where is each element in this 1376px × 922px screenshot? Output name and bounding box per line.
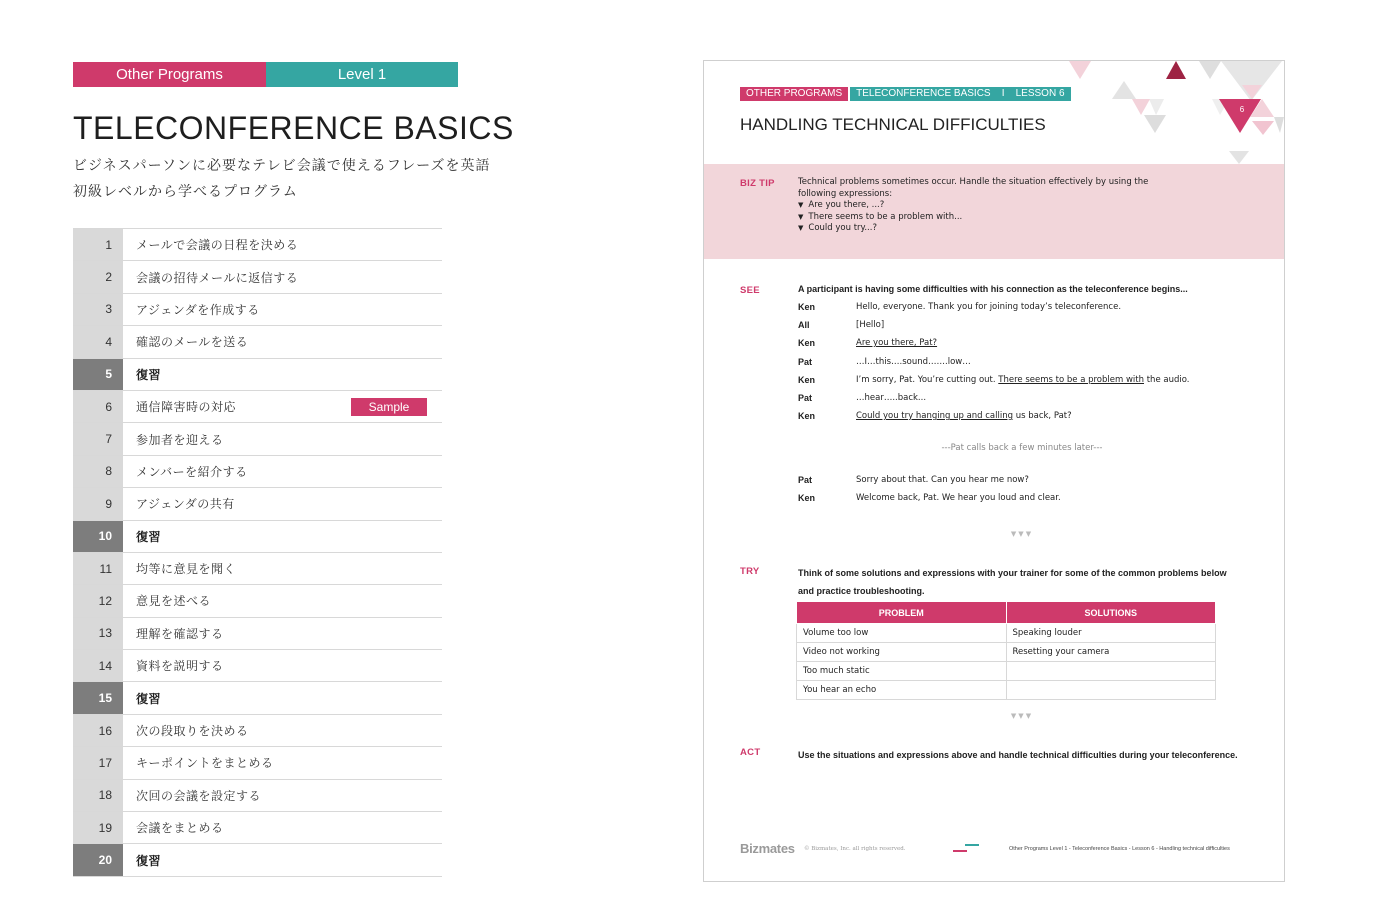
speaker: Ken	[798, 338, 816, 348]
biz-tip-label: BIZ TIP	[740, 178, 775, 189]
lesson-number: 2	[73, 261, 123, 292]
lesson-number: 19	[73, 812, 123, 843]
lesson-number: 1	[73, 229, 123, 260]
lesson-row-5[interactable]	[73, 359, 442, 391]
lesson-list	[73, 228, 442, 877]
lesson-title: アジェンダを作成する	[136, 302, 260, 317]
lesson-row-4[interactable]	[73, 326, 442, 358]
lesson-number: 3	[73, 294, 123, 325]
solution-cell	[1006, 681, 1216, 700]
lesson-row-9[interactable]	[73, 488, 442, 520]
course-title: TELECONFERENCE BASICS	[73, 110, 514, 146]
lesson-title: メールで会議の日程を決める	[136, 238, 299, 253]
biz-tip-bullet	[798, 212, 1218, 224]
try-label: TRY	[740, 566, 760, 577]
program-tags	[73, 62, 458, 87]
lesson-row-15[interactable]	[73, 682, 442, 714]
lesson-number: 9	[73, 488, 123, 519]
lesson-row-8[interactable]	[73, 456, 442, 488]
problem-solution-table	[796, 601, 1216, 700]
lesson-row-1[interactable]	[73, 229, 442, 261]
lesson-number: 13	[73, 618, 123, 649]
lesson-row-3[interactable]	[73, 294, 442, 326]
lesson-number: 5	[73, 359, 123, 390]
lesson-row-12[interactable]	[73, 585, 442, 617]
biz-tip-bullet-text: There seems to be a problem with...	[808, 211, 963, 222]
copyright: © Bizmates, Inc. all rights reserved.	[804, 846, 906, 852]
lesson-row-11[interactable]	[73, 553, 442, 585]
biz-tip-intro-2: following expressions:	[798, 188, 893, 199]
scene-interlude: ---Pat calls back a few minutes later---	[941, 443, 1103, 453]
lesson-row-7[interactable]	[73, 423, 442, 455]
footer-course-info: Other Programs Level 1 - Teleconference Basics - Lesson 6 - Handling technical difficulties	[1009, 846, 1230, 852]
line-text: Sorry about that. Can you hear me now?	[856, 475, 1029, 485]
biz-tip-bullet-text: Are you there, ...?	[808, 200, 885, 210]
section-divider: ▼▼▼	[1010, 712, 1034, 720]
lesson-title: 資料を説明する	[136, 659, 224, 674]
lesson-number: 7	[73, 423, 123, 454]
lesson-title: アジェンダの共有	[136, 497, 235, 512]
line-text-part: the audio.	[1144, 375, 1190, 385]
table-row	[797, 681, 1216, 700]
problem-cell: You hear an echo	[797, 681, 1007, 700]
lesson-title: メンバーを紹介する	[136, 464, 248, 479]
lesson-row-14[interactable]	[73, 650, 442, 682]
lesson-row-16[interactable]	[73, 715, 442, 747]
see-label: SEE	[740, 285, 760, 296]
lesson-row-20[interactable]	[73, 844, 442, 876]
course-subtitle: ビジネスパーソンに必要なテレビ会議で使えるフレーズを英語初級レベルから学べるプログラム	[73, 158, 491, 200]
problem-cell: Volume too low	[797, 624, 1007, 643]
try-instructions: Think of some solutions and expressions with your trainer for some of the common problems below and practice troubleshooting.	[798, 568, 1227, 596]
lesson-title: 参加者を迎える	[136, 432, 224, 447]
level-tag: Level 1	[266, 62, 458, 87]
table-header: PROBLEM	[797, 602, 1007, 624]
lesson-row-2[interactable]	[73, 261, 442, 293]
speaker: Ken	[798, 375, 816, 385]
table-header: SOLUTIONS	[1006, 602, 1216, 624]
lesson-title: 通信障害時の対応	[136, 400, 237, 415]
lesson-number: 11	[73, 553, 123, 584]
lesson-number: 14	[73, 650, 123, 681]
speaker: Ken	[798, 411, 816, 421]
line-text	[856, 375, 1189, 385]
solution-cell	[1006, 662, 1216, 681]
lesson-number: 18	[73, 780, 123, 811]
lesson-title: 確認のメールを送る	[136, 335, 249, 350]
act-label: ACT	[740, 747, 761, 758]
lesson-number: 4	[73, 326, 123, 357]
biz-tip-section	[704, 164, 1284, 259]
speaker: Pat	[798, 393, 813, 403]
table-row	[797, 643, 1216, 662]
biz-tip-bullet	[798, 200, 1218, 212]
key-expression: Could you try hanging up and calling	[856, 411, 1014, 421]
lesson-title: 均等に意見を聞く	[136, 562, 237, 577]
lesson-row-10[interactable]	[73, 521, 442, 553]
line-text: …I…this….sound…….low…	[856, 357, 971, 367]
program-tag: Other Programs	[73, 62, 266, 87]
speaker: All	[798, 320, 810, 330]
speaker: Ken	[798, 493, 816, 503]
bizmates-logo: Bizmates	[740, 841, 795, 856]
biz-tip-text	[798, 177, 1218, 235]
key-expression: There seems to be a problem with	[998, 375, 1145, 385]
lesson-title: 次回の会議を設定する	[136, 788, 262, 803]
line-text-part: I’m sorry, Pat. You’re cutting out.	[856, 375, 999, 385]
line-text-part: us back, Pat?	[1013, 411, 1072, 421]
table-row	[797, 662, 1216, 681]
table-row	[797, 624, 1216, 643]
line-text: …hear…..back...	[856, 393, 927, 403]
speaker: Pat	[798, 475, 813, 485]
lesson-sheet	[703, 60, 1285, 882]
lesson-title: HANDLING TECHNICAL DIFFICULTIES	[740, 115, 1046, 134]
brand-mark-icon	[952, 842, 982, 854]
lesson-number: 12	[73, 585, 123, 616]
biz-tip-intro-1: Technical problems sometimes occur. Handle the situation effectively by using the	[798, 177, 1149, 187]
lesson-title: 会議の招待メールに返信する	[136, 270, 299, 285]
line-text: Are you there, Pat?	[856, 338, 938, 348]
lesson-number-badge: 6	[1239, 105, 1245, 114]
lesson-title: 復習	[136, 691, 162, 706]
solution-cell: Resetting your camera	[1006, 643, 1216, 662]
lesson-number: 16	[73, 715, 123, 746]
lesson-title: 理解を確認する	[136, 626, 224, 641]
breadcrumb-program: OTHER PROGRAMS	[740, 87, 848, 101]
lesson-number: 15	[73, 682, 123, 713]
lesson-number: 10	[73, 521, 123, 552]
section-divider: ▼▼▼	[1010, 530, 1034, 538]
biz-tip-bullet	[798, 223, 1218, 235]
speaker: Pat	[798, 357, 813, 367]
line-text: [Hello]	[856, 320, 885, 330]
act-instructions: Use the situations and expressions above and handle technical difficulties during your teleconference.	[798, 750, 1238, 760]
lesson-number: 17	[73, 747, 123, 778]
lesson-title: 復習	[136, 529, 162, 544]
line-text: Welcome back, Pat. We hear you loud and clear.	[856, 493, 1061, 503]
lesson-title: 復習	[136, 853, 162, 868]
sample-badge[interactable]: Sample	[351, 398, 427, 416]
lesson-row-19[interactable]	[73, 812, 442, 844]
line-text	[856, 411, 1072, 421]
biz-tip-bullet-text: Could you try...?	[808, 223, 877, 233]
lesson-number: 8	[73, 456, 123, 487]
lesson-row-13[interactable]	[73, 618, 442, 650]
lesson-row-17[interactable]	[73, 747, 442, 779]
lesson-row-6[interactable]	[73, 391, 442, 423]
lesson-title: 会議をまとめる	[136, 821, 224, 836]
lesson-title: 次の段取りを決める	[136, 724, 249, 739]
lesson-row-18[interactable]	[73, 780, 442, 812]
breadcrumb-course: TELECONFERENCE BASICS I LESSON 6	[850, 87, 1070, 101]
lesson-title: 意見を述べる	[136, 594, 212, 609]
lesson-title: 復習	[136, 367, 162, 382]
solution-cell: Speaking louder	[1006, 624, 1216, 643]
lesson-title: キーポイントをまとめる	[136, 756, 274, 771]
lesson-number: 20	[73, 844, 123, 875]
breadcrumb	[740, 87, 1071, 101]
see-lead: A participant is having some difficulties with his connection as the teleconference begins...	[798, 284, 1188, 294]
speaker: Ken	[798, 302, 816, 312]
lesson-number: 6	[73, 391, 123, 422]
problem-cell: Too much static	[797, 662, 1007, 681]
problem-cell: Video not working	[797, 643, 1007, 662]
line-text: Hello, everyone. Thank you for joining today’s teleconference.	[856, 302, 1122, 312]
